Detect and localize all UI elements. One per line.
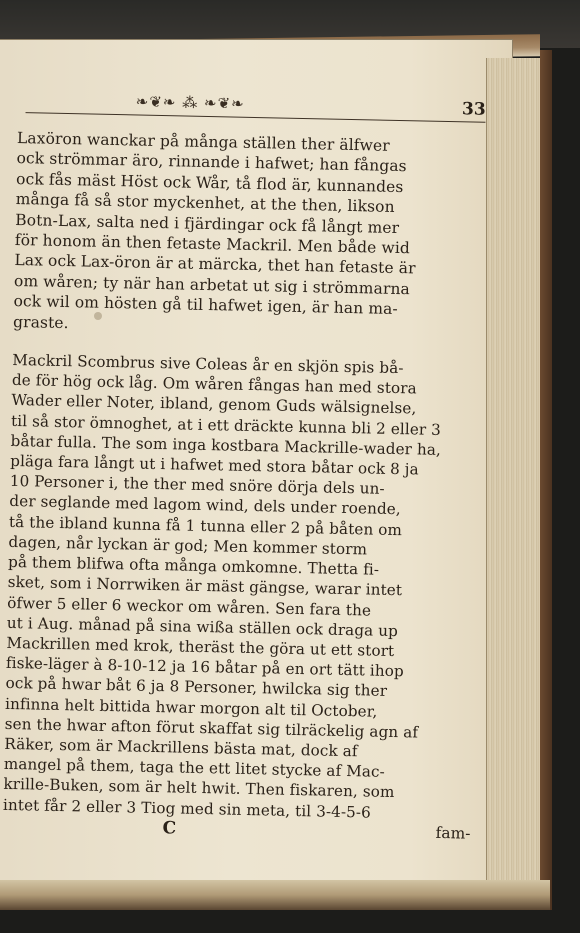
text-line: för honom än then fetaste Mackril. Men både wid bbox=[14, 231, 411, 258]
text-line: öfwer 5 eller 6 weckor om wåren. Sen fara the bbox=[7, 593, 372, 620]
text-line: sen the hwar afton förut skaffat sig tilräckelig agn af bbox=[4, 714, 419, 742]
header-ornament: ❧❦❧ ⁂ ❧❦❧ bbox=[135, 92, 245, 113]
text-line: ock strömmar äro, rinnande i hafwet; han fångas bbox=[16, 149, 407, 176]
book-cover-edge bbox=[540, 50, 552, 910]
page-edges bbox=[486, 58, 547, 908]
text-line: der seglande med lagom wind, dels under roende, bbox=[9, 492, 401, 519]
page-number: 33 bbox=[461, 99, 486, 120]
text-block bbox=[2, 90, 485, 844]
text-line: ock wil om hösten gå til hafwet igen, är han ma- bbox=[13, 292, 398, 319]
text-line: intet får 2 eller 3 Tiog med sin meta, til 3-4-5-6 bbox=[2, 795, 372, 822]
text-line: Mackril Scombrus sive Coleas år en skjön spis bå- bbox=[12, 351, 404, 378]
text-line: infinna helt bittida hwar morgon alt til October, bbox=[4, 694, 378, 721]
text-line: graste. bbox=[12, 312, 69, 332]
text-line: pläga fara långt ut i hafwet med stora båtar ock 8 ja bbox=[10, 451, 419, 479]
text-line: Botn-Lax, salta ned i fjärdingar ock få långt mer bbox=[15, 210, 400, 237]
text-line: på them blifwa ofta många omkomne. Thetta fi- bbox=[7, 552, 380, 579]
text-line: ock på hwar båt 6 ja 8 Personer, hwilcka sig ther bbox=[5, 674, 388, 701]
text-line: fiske-läger à 8-10-12 ja 16 båtar på en ort tätt ihop bbox=[5, 653, 404, 681]
header-rule bbox=[26, 112, 486, 123]
paragraph bbox=[13, 128, 485, 342]
text-line: ut i Aug. månad på sina wißa ställen ock draga up bbox=[6, 613, 399, 640]
text-line: båtar fulla. The som inga kostbara Mackrille-wader ha, bbox=[10, 431, 442, 459]
text-line: Laxöron wanckar på många ställen ther älfwer bbox=[16, 128, 390, 155]
text-line: 10 Personer i, the ther med snöre dörja dels un- bbox=[9, 472, 385, 499]
text-line: Mackrillen med krok, theräst the göra ut ett stort bbox=[6, 633, 395, 660]
book-bottom-edge bbox=[0, 880, 550, 910]
text-line: Räker, som är Mackrillens bästa mat, dock af bbox=[4, 734, 358, 761]
paragraph bbox=[3, 350, 481, 824]
text-line: krille-Buken, som är helt hwit. Then fiskaren, som bbox=[3, 775, 395, 802]
signature-mark: C bbox=[162, 817, 177, 839]
text-line: de för hög ock låg. Om wåren fångas han med stora bbox=[11, 371, 417, 398]
text-line: sket, som i Norrwiken är mäst gängse, warar intet bbox=[7, 573, 403, 600]
text-line: dagen, når lyckan är god; Men kommer storm bbox=[8, 532, 368, 559]
catchword: fam- bbox=[435, 823, 471, 843]
text-line: många få så stor myckenhet, at the then, likson bbox=[15, 190, 395, 217]
text-line: tå the ibland kunna få 1 tunna eller 2 på båten om bbox=[8, 512, 403, 539]
text-line: til så stor ömnoghet, at i ett dräckte kunna bli 2 eller 3 bbox=[10, 411, 442, 439]
text-line: mangel på them, taga the ett litet stycke af Mac- bbox=[3, 754, 386, 781]
text-line: Lax ock Lax-öron är at märcka, thet han fetaste är bbox=[14, 251, 416, 278]
text-line: om wåren; ty när han arbetat ut sig i strömmarna bbox=[13, 271, 411, 299]
text-line: ock fås mäst Höst ock Wår, tå flod är, kunnandes bbox=[15, 169, 404, 196]
text-line: Wader eller Noter, ibland, genom Guds wälsignelse, bbox=[11, 391, 417, 418]
